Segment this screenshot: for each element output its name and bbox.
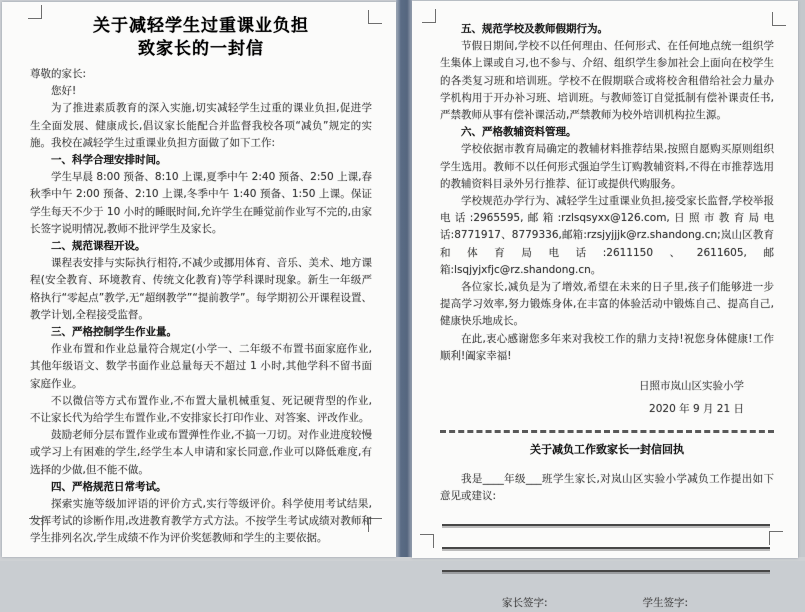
letter-page-2 (412, 1, 798, 609)
section-6-paragraph: 学校依据市教育局确定的教辅材料推荐结果,按照自愿购买原则组织学生选用。教师不以任何形式强迫学生订购教辅资料,不得在市推荐选用的教辅资料目录外另行推荐、征订或提供代购服务。 (440, 143, 774, 190)
section-4-heading: 四、严格规范日常考试。 (51, 480, 167, 493)
section-6-heading: 六、严格教辅资料管理。 (461, 126, 577, 139)
letter-page-1 (2, 2, 396, 557)
signature-row (440, 593, 774, 612)
write-line (442, 547, 770, 549)
salutation: 尊敬的家长: (30, 68, 87, 80)
parent-sign-label: 家长签字: (502, 596, 548, 609)
page-gutter (396, 0, 412, 561)
section-2-heading: 二、规范课程开设。 (51, 240, 146, 253)
receipt-intro: 我是____年级___班学生家长,对岚山区实验小学减负工作提出如下意见或建议: (440, 473, 774, 503)
intro-paragraph: 为了推进素质教育的深入实施,切实减轻学生过重的课业负担,促进学生全面发展、健康成长,倡议家长能配合并监督我校各项“减负”规定的实施。我校在减轻学生过重课业负担方面做了如下工作: (30, 102, 372, 149)
page2-content (440, 1, 774, 612)
letter-title (30, 15, 372, 61)
section-3-heading: 三、严格控制学生作业量。 (51, 326, 177, 339)
greeting: 您好! (51, 85, 77, 98)
section-4-paragraph: 探索实施等级加评语的评价方式,实行等级评价。科学使用考试结果,发挥考试的诊断作用,改进教育教学方式方法。不按学生考试成绩对教师和学生排列名次,学生成绩不作为评价奖惩教师和学生的主要依据。 (30, 498, 372, 545)
section-5-heading: 五、规范学校及教师假期行为。 (461, 23, 608, 35)
section-3-paragraph: 鼓励老师分层布置作业或布置弹性作业,不搞一刀切。对作业进度较慢或学习上有困难的学生,经学生本人申请和家长同意,作业可以降低难度,有选择的少做,但不能不做。 (30, 429, 372, 476)
letter-title-line1: 关于减轻学生过重课业负担 (93, 16, 309, 36)
section-1-heading: 一、科学合理安排时间。 (51, 154, 167, 167)
signature-block (440, 375, 774, 421)
student-sign-label: 学生签字: (642, 596, 688, 609)
section-1-paragraph: 学生早晨 8:00 预备、8:10 上课,夏季中午 2:40 预备、2:50 上课,春秋季中午 2:00 预备、2:10 上课,冬季中午 1:40 预备、1:50 上课。保证学生每天不少于 10 小时的睡眠时间,允许学生在睡觉前作业写不完的,由家长签字说明情况,教师不批评学生及家长。 (30, 171, 372, 235)
section-6-paragraph: 学校规范办学行为、减轻学生过重课业负担,接受家长监督,学校举报电话:2965595,邮箱:rzlsqsyxx@126.com,日照市教育局电话:8771917、8779336,邮箱:rzsjyjjjk@rz.shandong.cn;岚山区教育和体育局电话:2611150、2611605,邮箱:lsqjyjxfjc@rz.shandong.cn。 (440, 195, 774, 276)
page1-content (30, 2, 372, 548)
section-5-paragraph: 节假日期间,学校不以任何理由、任何形式、在任何地点统一组织学生集体上课或自习,也不参与、介绍、组织学生参加社会上面向在校学生的各类复习班和培训班。学校不在假期联合或将校舍租借给社会力量办学机构用于开办补习班、培训班。与教师签订自觉抵制有偿补课责任书,严禁教师从事有偿补课活动,严禁教师为校外培训机构拉生源。 (440, 40, 774, 122)
receipt-write-area (440, 524, 774, 572)
signature-school: 日照市岚山区实验小学 (639, 380, 744, 393)
section-3-paragraph: 不以微信等方式布置作业,不布置大量机械重复、死记硬背型的作业,不让家长代为给学生布置作业,不安排家长打印作业、对答案、评改作业。 (30, 394, 372, 425)
section-3-paragraph: 作业布置和作业总量符合规定(小学一、二年级不布置书面家庭作业,其他年级语文、数学书面作业总量每天不超过 1 小时,其他学科不留书面家庭作业。 (30, 343, 372, 390)
margin-mark-icon (772, 12, 786, 26)
signature-date: 2020 年 9 月 21 日 (649, 403, 744, 416)
margin-mark-icon (422, 9, 436, 23)
write-line (442, 524, 770, 526)
receipt-title: 关于减负工作致家长一封信回执 (530, 443, 684, 457)
section-6-paragraph: 各位家长,减负是为了增效,希望在未来的日子里,孩子们能够进一步提高学习效率,努力锻炼身体,在丰富的体验活动中锻炼自己、提高自己,健康快乐地成长。 (440, 281, 774, 328)
scan-edge-right (798, 0, 805, 561)
tear-off-divider (440, 430, 774, 433)
letter-title-line2: 致家长的一封信 (138, 39, 264, 59)
section-2-paragraph: 课程表安排与实际执行相符,不减少或挪用体育、音乐、美术、地方课程(安全教育、环境教育、传统文化教育)等学科课时现象。新生一年级严格执行“零起点”教学,无“超纲教学”“提前教学”。每学期初公开课程设置、教学计划,全程接受监督。 (30, 257, 372, 321)
margin-mark-icon (420, 534, 434, 548)
write-line (442, 570, 770, 572)
section-6-paragraph: 在此,衷心感谢您多年来对我校工作的鼎力支持!祝您身体健康!工作顺利!阖家幸福! (440, 332, 774, 362)
